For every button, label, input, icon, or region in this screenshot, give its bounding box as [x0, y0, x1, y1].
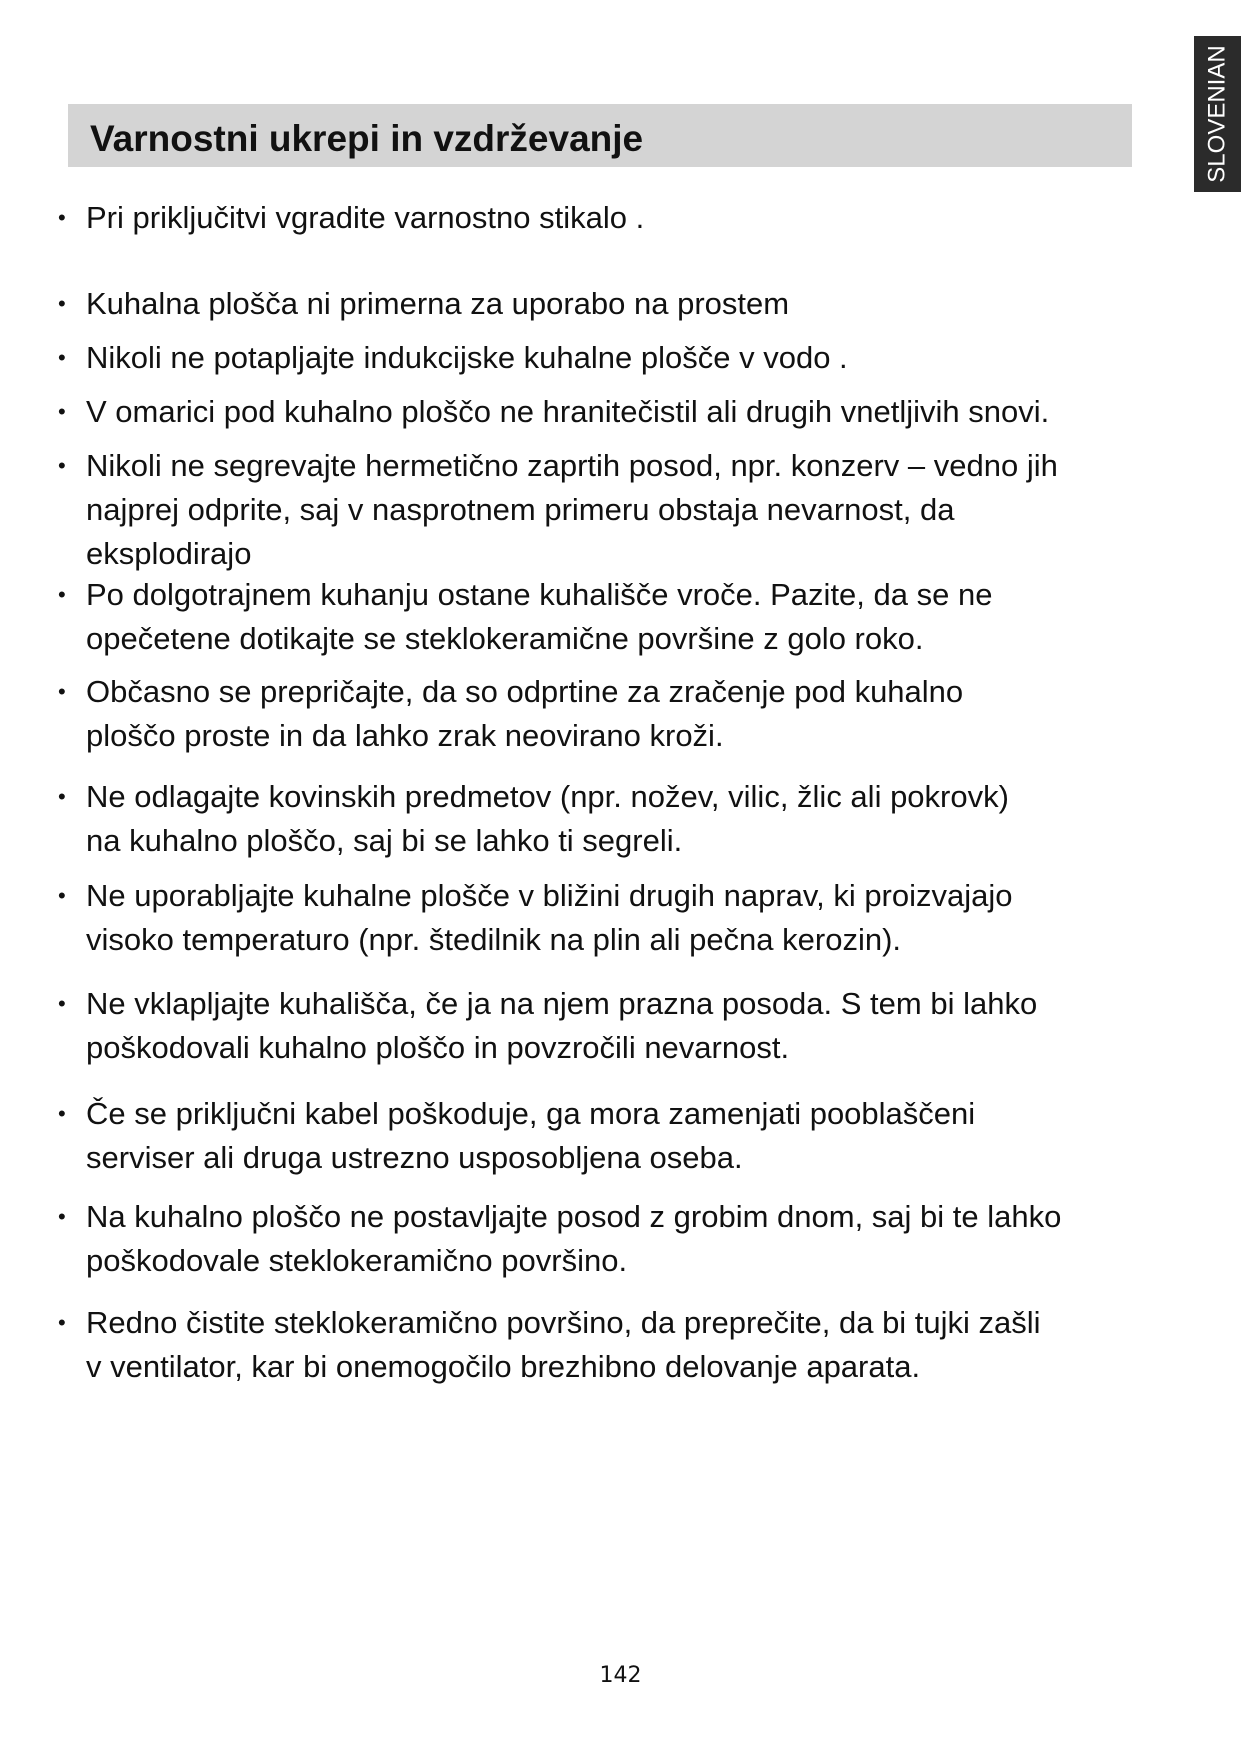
list-item-line: Občasno se prepričajte, da so odprtine za zračenje pod kuhalno — [86, 674, 964, 709]
bullet-marker: • — [58, 345, 66, 370]
list-item — [56, 573, 1206, 661]
list-item-line: Ne odlagajte kovinskih predmetov (npr. nožev, vilic, žlic ali pokrovk) — [86, 779, 1009, 814]
bullet-marker: • — [58, 205, 66, 230]
list-item-line: na kuhalno ploščo, saj bi se lahko ti segreli. — [86, 823, 683, 858]
section-header — [68, 104, 1132, 167]
list-item-line: Nikoli ne potapljajte indukcijske kuhalne plošče v vodo . — [86, 340, 848, 375]
list-item-text — [86, 670, 963, 758]
page-title: Varnostni ukrepi in vzdrževanje — [90, 117, 644, 159]
list-item — [56, 336, 1206, 380]
list-item — [56, 282, 1206, 326]
list-item-text — [86, 336, 848, 380]
list-item — [56, 444, 1206, 576]
list-item-text — [86, 444, 1058, 576]
list-item-text — [86, 775, 1009, 863]
bullet-marker: • — [58, 399, 66, 424]
list-item — [56, 1092, 1206, 1180]
bullet-marker: • — [58, 679, 66, 704]
list-item-text — [86, 982, 1037, 1070]
bullet-marker: • — [58, 784, 66, 809]
list-item — [56, 1195, 1206, 1283]
list-item-line: serviser ali druga ustrezno usposobljena oseba. — [86, 1140, 743, 1175]
page-number: 142 — [599, 1663, 642, 1688]
list-item — [56, 196, 1206, 240]
bullet-marker: • — [58, 1204, 66, 1229]
list-item-line: Ne uporabljajte kuhalne plošče v bližini drugih naprav, ki proizvajajo — [86, 878, 1013, 913]
list-item — [56, 874, 1206, 962]
list-item-text — [86, 390, 1049, 434]
list-item-text — [86, 196, 644, 240]
list-item-line: Redno čistite steklokeramično površino, da preprečite, da bi tujki zašli — [86, 1305, 1041, 1340]
bullet-marker: • — [58, 453, 66, 478]
list-item-line: Na kuhalno ploščo ne postavljajte posod z grobim dnom, saj bi te lahko — [86, 1199, 1062, 1234]
list-item-text — [86, 1092, 975, 1180]
bullet-marker: • — [58, 883, 66, 908]
list-item-line: Po dolgotrajnem kuhanju ostane kuhališče vroče. Pazite, da se ne — [86, 577, 993, 612]
list-item-line: poškodovali kuhalno ploščo in povzročili nevarnost. — [86, 1030, 790, 1065]
list-item-line: eksplodirajo — [86, 536, 252, 571]
bullet-marker: • — [58, 1101, 66, 1126]
bullet-marker: • — [58, 582, 66, 607]
bullet-marker: • — [58, 991, 66, 1016]
list-item — [56, 1301, 1206, 1389]
list-item-text — [86, 573, 992, 661]
list-item-line: visoko temperaturo (npr. štedilnik na plin ali pečna kerozin). — [86, 922, 902, 957]
list-item-line: Nikoli ne segrevajte hermetično zaprtih posod, npr. konzerv – vedno jih — [86, 448, 1058, 483]
list-item-line: Kuhalna plošča ni primerna za uporabo na prostem — [86, 286, 790, 321]
list-item-line: v ventilator, kar bi onemogočilo brezhibno delovanje aparata. — [86, 1349, 921, 1384]
language-tab — [1194, 36, 1241, 192]
list-item-line: poškodovale steklokeramično površino. — [86, 1243, 628, 1278]
list-item — [56, 390, 1206, 434]
list-item — [56, 982, 1206, 1070]
list-item-text — [86, 1195, 1061, 1283]
list-item-line: Če se priključni kabel poškoduje, ga mora zamenjati pooblaščeni — [86, 1096, 976, 1131]
list-item-line: najprej odprite, saj v nasprotnem primeru obstaja nevarnost, da — [86, 492, 955, 527]
list-item-line: V omarici pod kuhalno ploščo ne hranitečistil ali drugih vnetljivih snovi. — [86, 394, 1050, 429]
bullet-marker: • — [58, 1310, 66, 1335]
list-item-text — [86, 282, 789, 326]
list-item — [56, 670, 1206, 758]
list-item-text — [86, 1301, 1041, 1389]
list-item-text — [86, 874, 1013, 962]
list-item-line: opečetene dotikajte se steklokeramične površine z golo roko. — [86, 621, 924, 656]
list-item-line: Ne vklapljajte kuhališča, če ja na njem prazna posoda. S tem bi lahko — [86, 986, 1038, 1021]
bullet-marker: • — [58, 291, 66, 316]
list-item-line: ploščo proste in da lahko zrak neovirano kroži. — [86, 718, 724, 753]
list-item-line: Pri priključitvi vgradite varnostno stikalo . — [86, 200, 645, 235]
list-item — [56, 775, 1206, 863]
language-tab-label: SLOVENIAN — [1203, 45, 1231, 183]
